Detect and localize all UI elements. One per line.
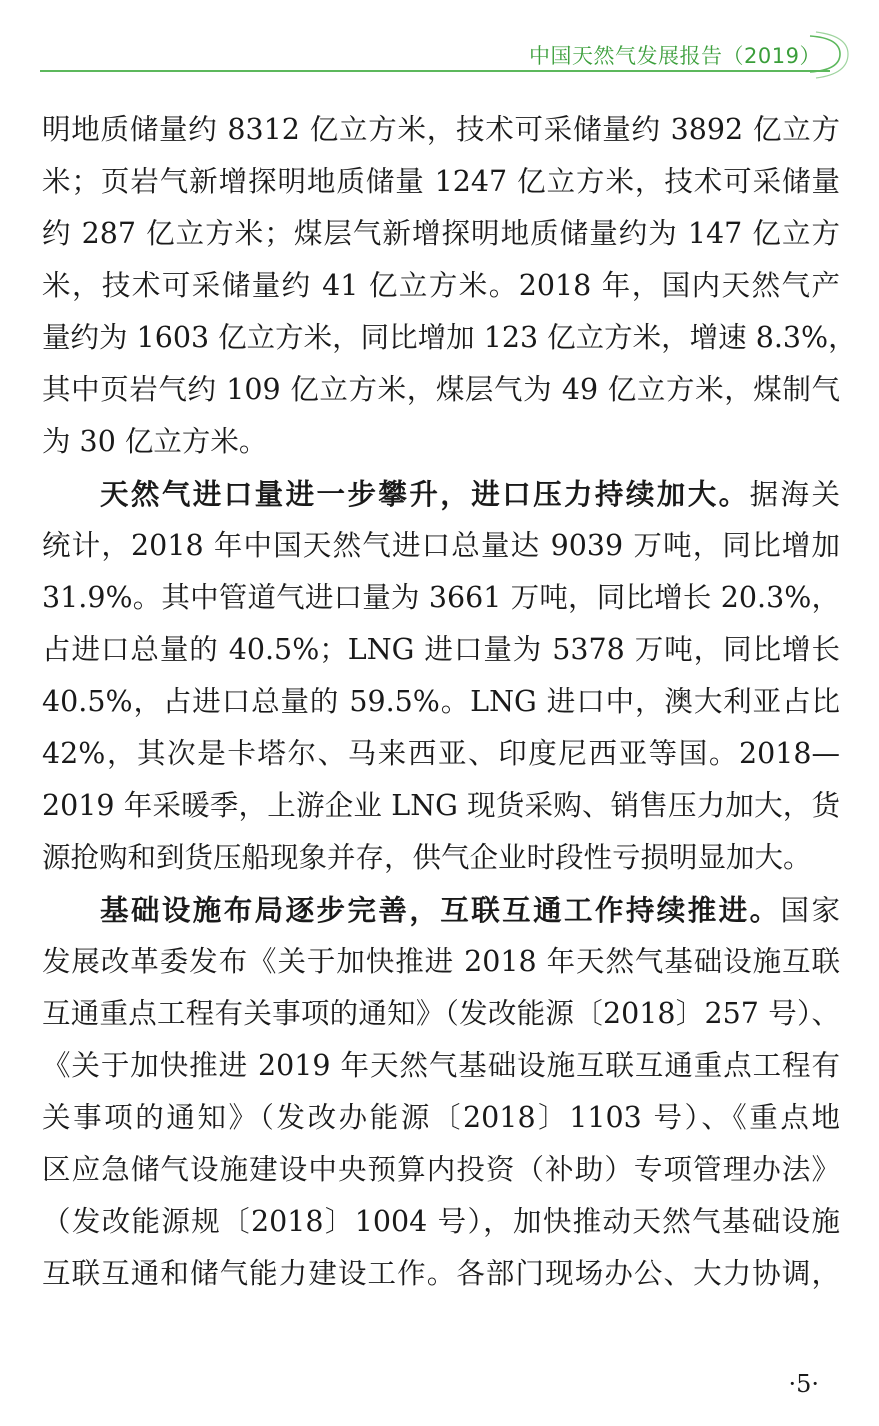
paragraph-first-line xyxy=(42,468,840,520)
text-span: 国家 xyxy=(780,894,840,927)
text-line: 2019 年采暖季，上游企业 LNG 现货采购、销售压力加大，货 xyxy=(42,789,840,822)
text-line: （发改能源规〔2018〕1004 号），加快推动天然气基础设施 xyxy=(42,1205,840,1238)
header-title: 中国天然气发展报告（2019） xyxy=(529,44,821,68)
paragraph-2 xyxy=(42,468,840,884)
paragraph-first-line xyxy=(42,884,840,936)
paragraph-3 xyxy=(42,884,840,1300)
text-line: 米，技术可采储量约 41 亿立方米。2018 年，国内天然气产 xyxy=(42,269,840,302)
text-line: 互联互通和储气能力建设工作。各部门现场办公、大力协调， xyxy=(42,1257,840,1290)
text-line: 40.5%，占进口总量的 59.5%。LNG 进口中，澳大利亚占比 xyxy=(42,685,840,718)
text-line: 明地质储量约 8312 亿立方米，技术可采储量约 3892 亿立方 xyxy=(42,113,840,146)
paragraph-1 xyxy=(42,104,857,468)
paragraph-heading: 天然气进口量进一步攀升，进口压力持续加大。 xyxy=(100,477,750,511)
text-line: 发展改革委发布《关于加快推进 2018 年天然气基础设施互联 xyxy=(42,945,840,978)
text-span: 据海关 xyxy=(749,478,840,511)
header-rule xyxy=(40,70,830,72)
text-line: 42%，其次是卡塔尔、马来西亚、印度尼西亚等国。2018— xyxy=(42,737,840,770)
text-line: 米；页岩气新增探明地质储量 1247 亿立方米，技术可采储量 xyxy=(42,165,840,198)
text-line: 为 30 亿立方米。 xyxy=(42,425,268,458)
text-line: 《关于加快推进 2019 年天然气基础设施互联互通重点工程有 xyxy=(42,1049,840,1082)
text-line: 关事项的通知》（发改办能源〔2018〕1103 号）、《重点地 xyxy=(42,1101,840,1134)
text-line: 占进口总量的 40.5%；LNG 进口量为 5378 万吨，同比增长 xyxy=(42,633,840,666)
text-line: 31.9%。其中管道气进口量为 3661 万吨，同比增长 20.3%， xyxy=(42,581,840,614)
text-line: 源抢购和到货压船现象并存，供气企业时段性亏损明显加大。 xyxy=(42,841,812,874)
text-line: 统计，2018 年中国天然气进口总量达 9039 万吨，同比增加 xyxy=(42,529,840,562)
text-line: 区应急储气设施建设中央预算内投资（补助）专项管理办法》 xyxy=(42,1153,840,1186)
paragraph-heading: 基础设施布局逐步完善，互联互通工作持续推进。 xyxy=(100,893,781,927)
text-line: 量约为 1603 亿立方米，同比增加 123 亿立方米，增速 8.3%， xyxy=(42,321,857,354)
body-text xyxy=(42,104,857,1300)
text-line: 约 287 亿立方米；煤层气新增探明地质储量约为 147 亿立方 xyxy=(42,217,840,250)
text-line: 互通重点工程有关事项的通知》（发改能源〔2018〕257 号）、 xyxy=(42,997,840,1030)
page-number: ·5· xyxy=(788,1370,819,1398)
text-line: 其中页岩气约 109 亿立方米，煤层气为 49 亿立方米，煤制气 xyxy=(42,373,840,406)
